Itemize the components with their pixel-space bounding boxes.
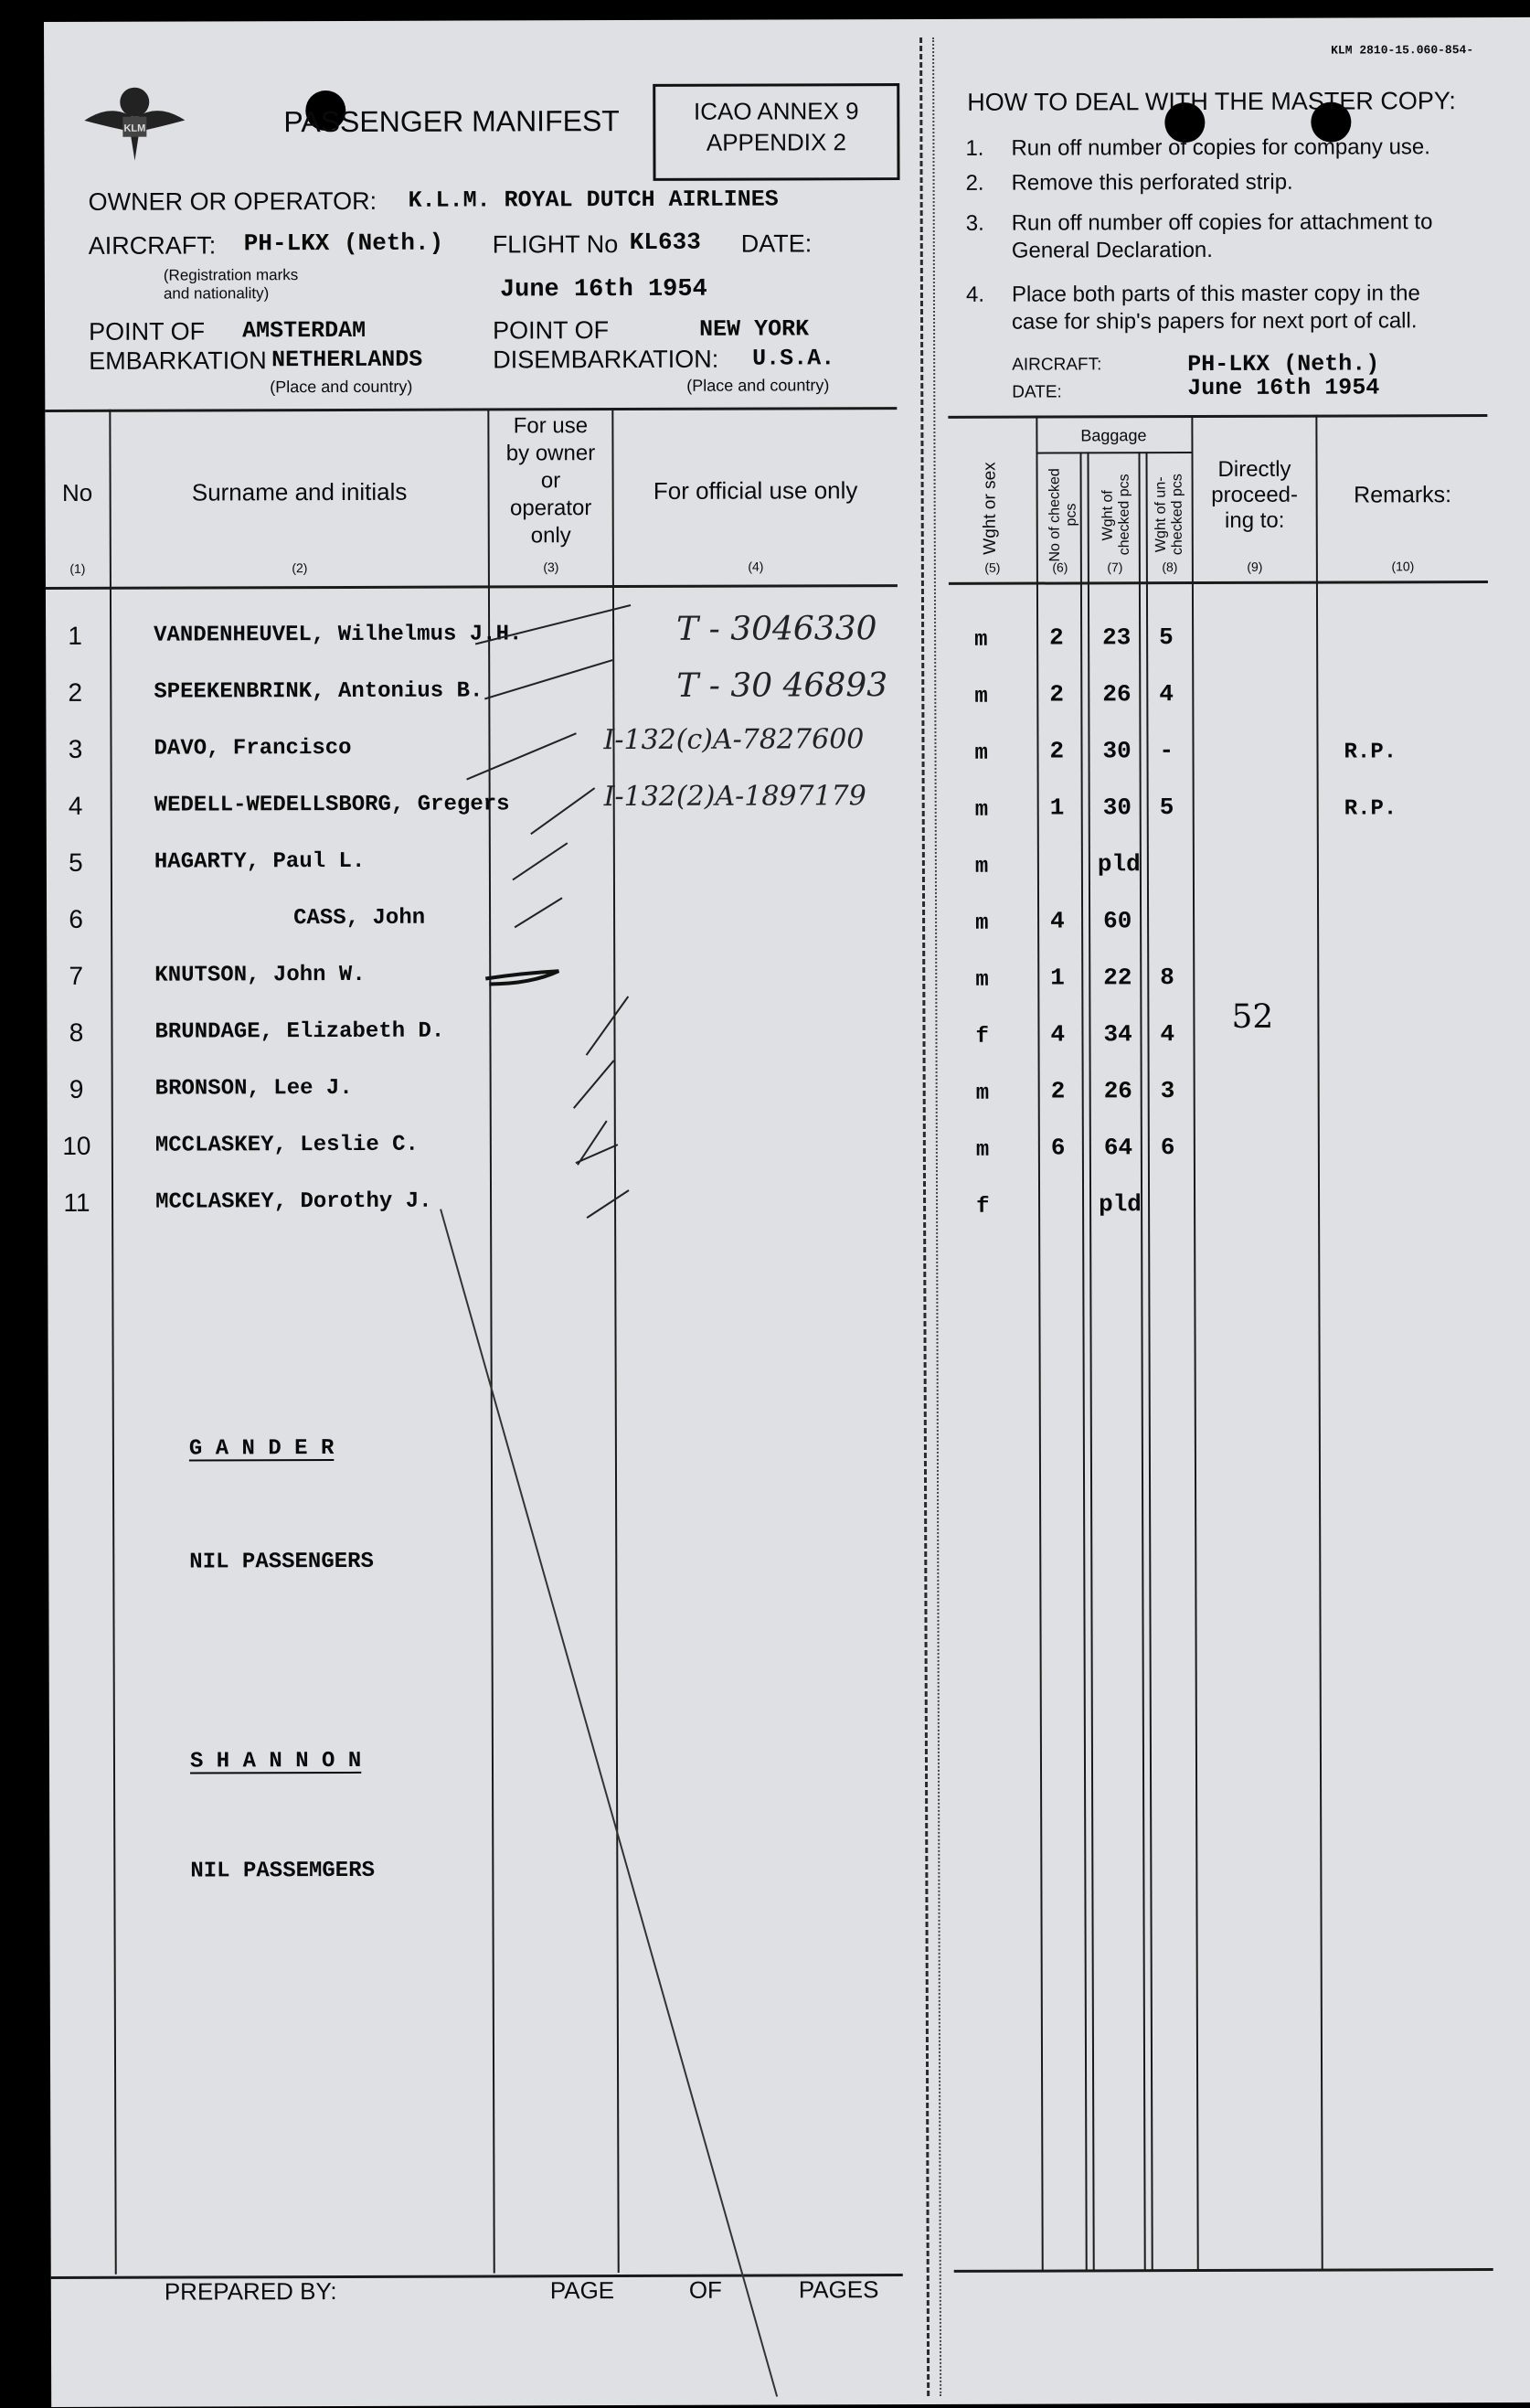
embark-note: (Place and country) (270, 377, 413, 397)
checked-pieces: 2 (1049, 737, 1065, 765)
col-divider (1036, 416, 1043, 2272)
col-divider (1315, 415, 1323, 2271)
col-header-directly-1: Directly (1217, 456, 1291, 482)
passenger-name: MCCLASKEY, Leslie C. (154, 1132, 419, 1158)
remarks-entry: R.P. (1344, 740, 1397, 765)
col-header-owner-2: by owner (505, 441, 596, 466)
col-header-remarks: Remarks: (1354, 482, 1452, 508)
right-table-top-rule (948, 414, 1487, 419)
right-table-header-rule (949, 581, 1488, 585)
checked-weight: 34 (1103, 1020, 1132, 1049)
row-number: 3 (68, 734, 83, 763)
checked-pieces: 6 (1050, 1134, 1066, 1162)
passenger-sex: m (975, 967, 989, 993)
instruction-1: Run off number of copies for company use. (1011, 134, 1430, 161)
passenger-sex: m (975, 1081, 990, 1106)
col-header-official: For official use only (653, 476, 858, 505)
remarks-entry: R.P. (1344, 796, 1397, 822)
embark-label-2: EMBARKATION (89, 346, 267, 375)
checked-pieces: 2 (1049, 623, 1064, 652)
col-index-4: (4) (748, 559, 764, 574)
checked-pieces: 4 (1050, 907, 1065, 935)
shannon-heading: S H A N N O N (189, 1748, 362, 1774)
embark-city: AMSTERDAM (242, 316, 367, 345)
flight-value: KL633 (629, 228, 701, 256)
passenger-sex: m (974, 797, 989, 823)
prepared-by-label: PREPARED BY: (164, 2277, 337, 2306)
gander-heading: G A N D E R (188, 1436, 335, 1462)
flight-label: FLIGHT No (492, 230, 619, 259)
passenger-sex: m (974, 627, 988, 653)
unchecked-weight: 3 (1160, 1077, 1175, 1105)
col-divider (1079, 452, 1087, 2271)
icao-line-1: ICAO ANNEX 9 (693, 97, 859, 125)
of-label: OF (688, 2275, 722, 2304)
checked-weight: 30 (1102, 794, 1132, 822)
disembark-label-2: DISEMBARKATION: (493, 345, 719, 374)
col-index-7: (7) (1107, 559, 1123, 575)
col-divider (109, 410, 116, 2275)
klm-crown-logo (84, 84, 185, 166)
owner-label: OWNER OR OPERATOR: (88, 186, 377, 216)
aircraft-note-2: and nationality) (163, 284, 270, 303)
col-header-baggage: Baggage (1080, 426, 1147, 445)
right-date-value: June 16th 1954 (1187, 374, 1380, 402)
table-top-rule (45, 407, 897, 412)
instruction-3-line2: General Declaration. (1011, 237, 1213, 263)
instruction-4-line2: case for ship's papers for next port of call. (1011, 308, 1418, 335)
checked-weight: 26 (1102, 680, 1132, 709)
passenger-name: HAGARTY, Paul L. (154, 848, 366, 875)
icao-line-2: APPENDIX 2 (706, 128, 847, 156)
disembark-city: NEW YORK (699, 315, 810, 343)
passenger-name: SPEEKENBRINK, Antonius B. (154, 678, 483, 705)
row-number: 10 (62, 1131, 91, 1160)
col-index-1: (1) (69, 560, 86, 576)
right-date-label: DATE: (1012, 382, 1062, 402)
col-index-2: (2) (292, 560, 308, 576)
disembark-note: (Place and country) (686, 376, 830, 395)
directly-proceeding-note: 52 (1231, 997, 1274, 1036)
passenger-name: MCCLASKEY, Dorothy J. (155, 1188, 432, 1215)
passenger-sex: m (974, 741, 988, 766)
passenger-sex: m (974, 854, 989, 879)
checked-weight: pld (1097, 850, 1141, 879)
checked-weight: 30 (1102, 737, 1132, 765)
pages-label: PAGES (798, 2275, 879, 2304)
stamp-reference: KLM 2810-15.060-854- (1331, 43, 1474, 58)
col-header-owner-1: For use (513, 413, 589, 439)
unchecked-weight: - (1159, 737, 1174, 765)
checked-weight: 23 (1102, 623, 1132, 652)
col-divider (1138, 452, 1145, 2271)
col-header-name: Surname and initials (191, 477, 408, 506)
row-number: 9 (69, 1074, 84, 1103)
right-aircraft-value: PH-LKX (Neth.) (1187, 350, 1380, 378)
row-number: 6 (69, 904, 83, 933)
row-number: 2 (68, 677, 83, 707)
col-index-6: (6) (1052, 559, 1068, 575)
aircraft-note-1: (Registration marks (163, 266, 299, 284)
right-table-bottom-rule (954, 2268, 1493, 2273)
col-index-9: (9) (1247, 559, 1263, 574)
checked-weight: pld (1099, 1190, 1142, 1219)
gander-text: NIL PASSENGERS (189, 1549, 374, 1575)
instruction-3-num: 3. (965, 210, 984, 236)
passenger-sex: m (974, 684, 988, 709)
checked-pieces: 2 (1049, 680, 1064, 709)
passenger-sex: m (975, 1137, 990, 1163)
passenger-name: VANDENHEUVEL, Wilhelmus J.H. (154, 622, 523, 648)
passenger-name: WEDELL-WEDELLSBORG, Gregers (154, 792, 510, 818)
disembark-label-1: POINT OF (493, 316, 610, 345)
right-aircraft-label: AIRCRAFT: (1012, 355, 1102, 375)
row-number: 5 (69, 847, 83, 877)
passenger-sex: m (975, 911, 989, 936)
handwritten-marks (448, 595, 962, 1237)
col-index-10: (10) (1391, 559, 1415, 574)
row-number: 8 (69, 1018, 84, 1047)
row-number: 7 (69, 961, 84, 990)
official-use-entry: T - 3046330 (676, 610, 877, 648)
row-number: 1 (68, 621, 82, 650)
passenger-name: BRUNDAGE, Elizabeth D. (154, 1018, 445, 1045)
col-index-3: (3) (543, 559, 559, 575)
embark-label-1: POINT OF (89, 317, 206, 346)
diagonal-mark (431, 1199, 801, 2406)
instruction-4-line1: Place both parts of this master copy in the (1011, 281, 1420, 307)
instruction-4-num: 4. (965, 282, 985, 307)
unchecked-weight: 8 (1160, 964, 1174, 992)
col-header-no-checked: No of checked pcs (1047, 468, 1079, 562)
passenger-name: BRONSON, Lee J. (154, 1075, 353, 1102)
unchecked-weight: 5 (1159, 794, 1174, 822)
passenger-name: CASS, John (293, 905, 426, 932)
checked-pieces: 1 (1050, 964, 1065, 992)
instruction-2-num: 2. (965, 170, 984, 196)
unchecked-weight: 4 (1159, 680, 1174, 709)
manifest-sheet (44, 17, 1530, 2407)
checked-pieces: 4 (1050, 1020, 1066, 1049)
checked-weight: 22 (1103, 964, 1132, 992)
svg-text:KLM: KLM (123, 123, 146, 134)
date-label: DATE: (740, 229, 813, 258)
row-number: 4 (68, 791, 83, 820)
baggage-rule (1036, 452, 1191, 454)
unchecked-weight: 6 (1160, 1134, 1175, 1162)
col-header-no: No (61, 478, 93, 506)
official-use-entry: T - 30 46893 (676, 666, 888, 705)
col-header-wght-sex: Wght or sex (980, 462, 1000, 555)
aircraft-value: PH-LKX (Neth.) (243, 229, 444, 258)
checked-weight: 64 (1103, 1134, 1133, 1162)
embark-country: NETHERLANDS (271, 346, 423, 374)
instructions-title: HOW TO DEAL WITH THE MASTER COPY: (967, 87, 1456, 116)
passenger-sex: f (975, 1024, 989, 1050)
col-divider (1191, 415, 1198, 2271)
col-header-owner-3: or (540, 468, 561, 494)
official-use-entry: I-132(c)A-7827600 (603, 723, 865, 757)
unchecked-weight: 4 (1160, 1020, 1175, 1049)
instruction-3-line1: Run off number off copies for attachment to (1011, 209, 1433, 236)
disembark-country: U.S.A. (752, 345, 835, 372)
checked-pieces: 1 (1049, 794, 1065, 822)
checked-weight: 60 (1103, 907, 1132, 935)
checked-pieces: 2 (1050, 1077, 1066, 1105)
col-header-wght-checked: Wght of checked pcs (1100, 474, 1132, 556)
col-index-5: (5) (984, 559, 1001, 575)
owner-value: K.L.M. ROYAL DUTCH AIRLINES (408, 186, 779, 214)
col-index-8: (8) (1162, 559, 1178, 575)
checked-weight: 26 (1103, 1077, 1132, 1105)
unchecked-weight: 5 (1159, 623, 1174, 652)
shannon-text: NIL PASSEMGERS (190, 1858, 376, 1884)
passenger-sex: f (976, 1194, 990, 1220)
icao-box (653, 83, 899, 181)
col-divider (1087, 452, 1094, 2271)
page-title: PASSENGER MANIFEST (283, 104, 620, 139)
official-use-entry: I-132(2)A-1897179 (603, 780, 866, 814)
passenger-name: DAVO, Francisco (154, 735, 352, 762)
col-header-directly-2: proceed- (1211, 482, 1299, 507)
col-header-wght-unchecked: Wght of un-checked pcs (1153, 474, 1185, 556)
row-number: 11 (63, 1188, 90, 1217)
passenger-name: KNUTSON, John W. (154, 962, 366, 988)
instruction-1-num: 1. (965, 135, 984, 161)
page-label: PAGE (549, 2276, 615, 2305)
col-divider (1145, 452, 1153, 2271)
col-header-owner-4: operator (509, 495, 592, 521)
date-value: June 16th 1954 (499, 275, 707, 304)
instruction-2: Remove this perforated strip. (1011, 169, 1293, 196)
col-header-owner-5: only (530, 523, 571, 549)
col-header-directly-3: ing to: (1224, 507, 1285, 533)
aircraft-label: AIRCRAFT: (88, 231, 217, 260)
table-header-rule (46, 584, 898, 590)
